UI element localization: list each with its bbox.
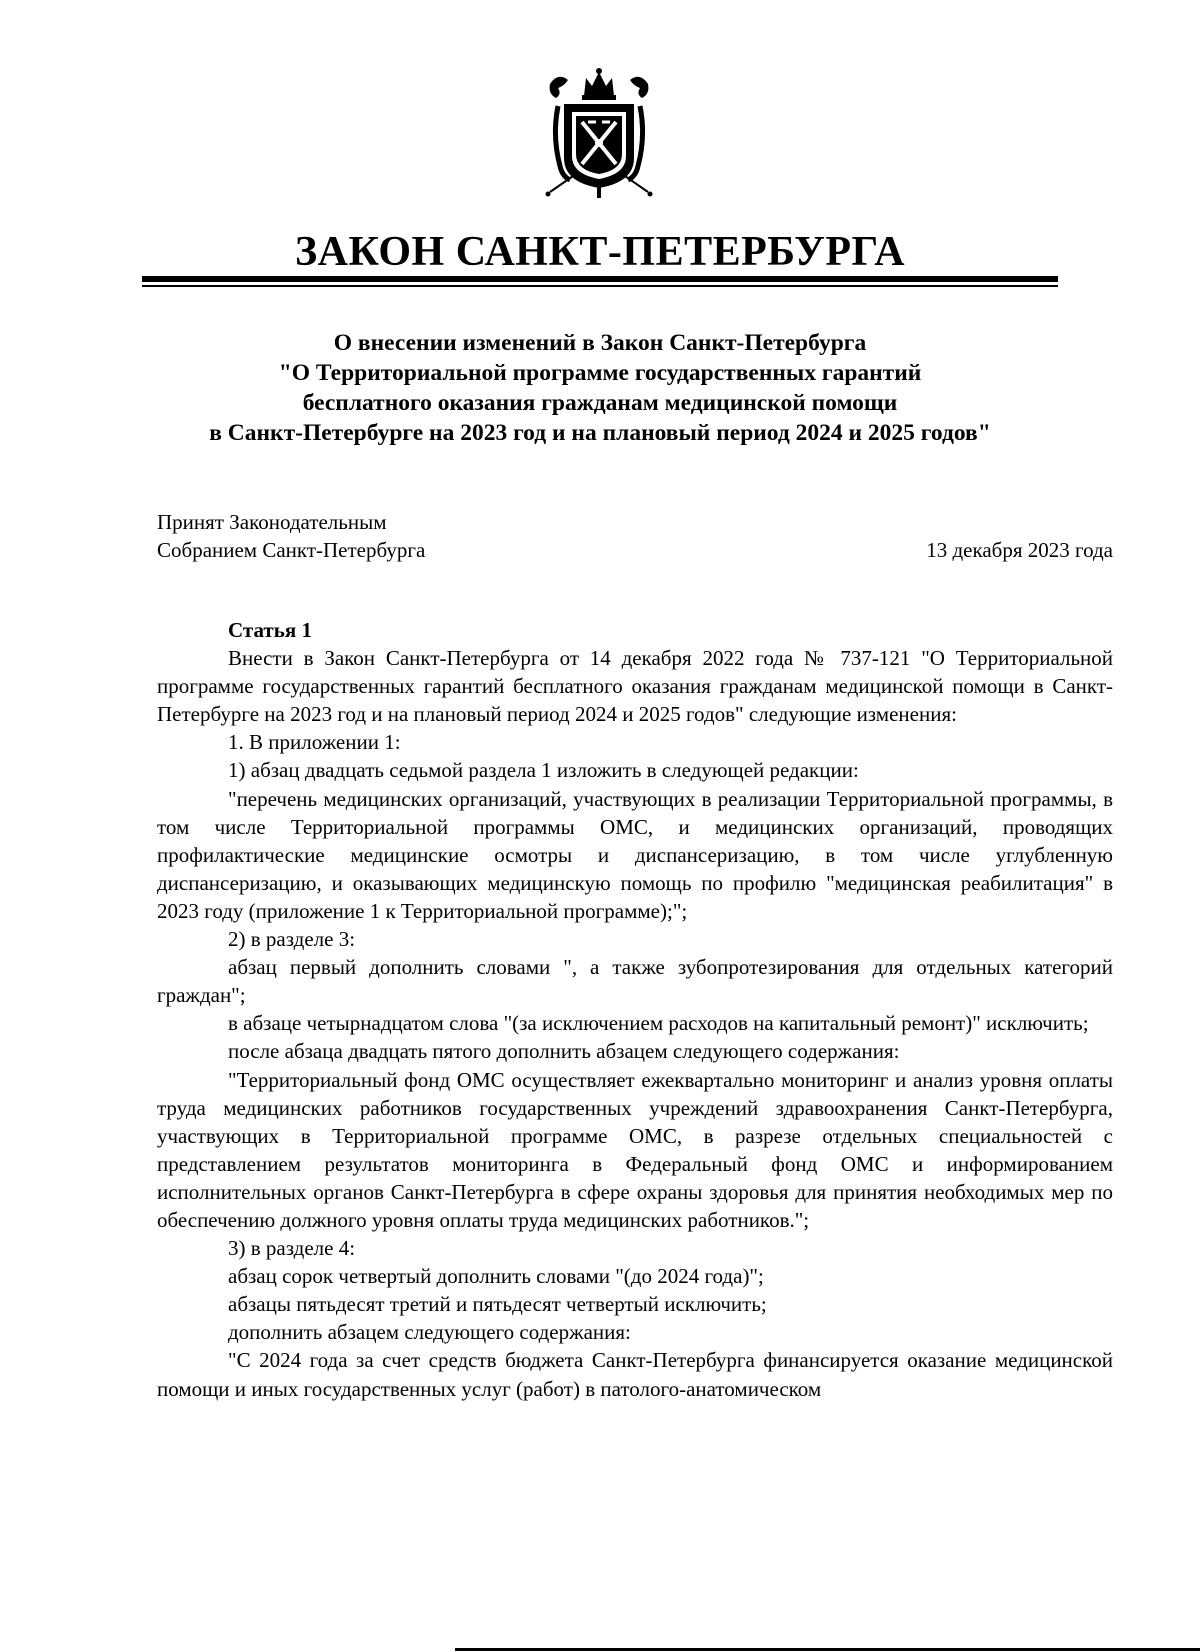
article-paragraph: 2) в разделе 3: (228, 927, 356, 952)
header-rule-thin (142, 285, 1058, 287)
article-paragraph: 1. В приложении 1: (228, 730, 401, 755)
article-paragraph: абзац сорок четвертый дополнить словами "(до 2024 года)"; (228, 1264, 764, 1289)
subtitle-line: "О Территориальной программе государственных гарантий (278, 360, 922, 386)
adoption-statement (157, 508, 425, 564)
page-bottom-rule (455, 1648, 1200, 1651)
article-paragraph: абзац первый дополнить словами ", а также зубопротезирования для отдельных категорий граждан"; (157, 955, 1113, 1008)
coat-of-arms-emblem (540, 66, 658, 201)
article-paragraph: 1) абзац двадцать седьмой раздела 1 изложить в следующей редакции: (228, 758, 859, 783)
article-body (157, 616, 1113, 1403)
article-paragraph: дополнить абзацем следующего содержания: (228, 1320, 631, 1345)
article-paragraph: "С 2024 года за счет средств бюджета Санкт-Петербурга финансируется оказание медицинской помощи и иных государственных услуг (работ) в патолого-анатомическом (157, 1348, 1113, 1401)
adoption-date: 13 декабря 2023 года (926, 538, 1113, 562)
article-paragraph: "Территориальный фонд ОМС осуществляет ежеквартально мониторинг и анализ уровня оплаты труда медицинских работников государственных учреждений здравоохранения Санкт-Петербурга, участвующих в Территориальной программе ОМС, в разрезе отдельных специальностей с представлением результатов мониторинга в Федеральный фонд ОМС и информированием исполнительных органов Санкт-Петербурга в сфере охраны здоровья для принятия необходимых мер по обеспечению должного уровня оплаты труда медицинских работников."; (157, 1067, 1113, 1232)
article-paragraph: абзацы пятьдесят третий и пятьдесят четвертый исключить; (228, 1292, 767, 1317)
subtitle-line: бесплатного оказания гражданам медицинской помощи (302, 390, 898, 416)
subtitle-line: О внесении изменений в Закон Санкт-Петербурга (333, 330, 867, 356)
article-paragraph: в абзаце четырнадцатом слова "(за исключением расходов на капитальный ремонт)" исключить; (228, 1011, 1089, 1036)
law-title: ЗАКОН САНКТ-ПЕТЕРБУРГА (294, 229, 906, 275)
article-paragraph: после абзаца двадцать пятого дополнить абзацем следующего содержания: (228, 1039, 900, 1064)
header-rule-thick (142, 276, 1058, 282)
article-paragraph: 3) в разделе 4: (228, 1236, 356, 1261)
article-paragraph: "перечень медицинских организаций, участвующих в реализации Территориальной программы, в том числе Территориальной программы ОМС, и медицинских организаций, проводящих профилактические медицинские осмотры и диспансеризацию, в том числе углубленную диспансеризацию, и оказывающих медицинскую помощь по профилю "медицинская реабилитация" в 2023 году (приложение 1 к Территориальной программе);"; (157, 786, 1113, 923)
adoption-line: Собранием Санкт-Петербурга (157, 538, 426, 562)
adoption-line: Принят Законодательным (157, 510, 387, 534)
subtitle-line: в Санкт-Петербурге на 2023 год и на плановый период 2024 и 2025 годов" (209, 420, 991, 446)
article-paragraph: Внести в Закон Санкт-Петербурга от 14 декабря 2022 года № 737-121 "О Территориальной программе государственных гарантий бесплатного оказания гражданам медицинской помощи в Санкт-Петербурге на 2023 год и на плановый период 2024 и 2025 годов" следующие изменения: (157, 646, 1113, 727)
crown-icon (582, 68, 616, 100)
article-heading: Статья 1 (228, 618, 312, 642)
law-subtitle (100, 328, 1100, 448)
